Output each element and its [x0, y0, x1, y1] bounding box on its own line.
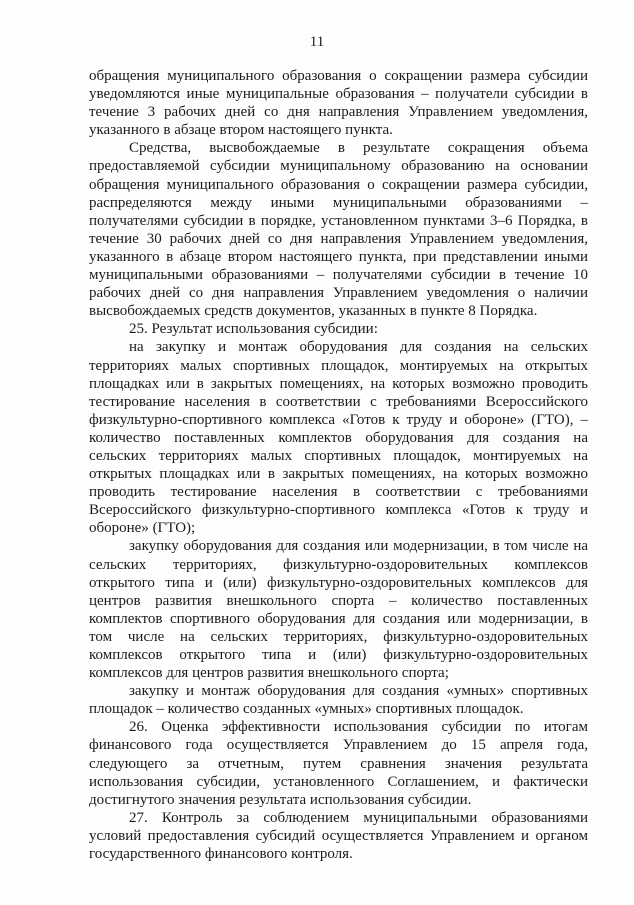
paragraph-result-small-sports-grounds: на закупку и монтаж оборудования для создания на сельских территориях малых спортивных площадок, монтируемых на открытых площадках или в закрытых помещениях, на которых возможно проводить тестирование населения в соответствии с требованиями Всероссийского физкультурно-спортивного комплекса «Готов к труду и обороне» (ГТО), – количество поставленных комплектов оборудования для создания на сельских территориях малых спортивных площадок, монтируемых на открытых площадках или в закрытых помещениях, на которых возможно проводить тестирование населения в соответствии с требованиями Всероссийского физкультурно-спортивного комплекса «Готов к труду и обороне» (ГТО); — [89, 339, 588, 537]
paragraph-item-26-evaluation: 26. Оценка эффективности использования субсидии по итогам финансового года осуществляется Управлением до 15 апреля года, следующего за отчетным, путем сравнения значения результата использования субсидии, установленного Соглашением, и фактически достигнутого значения результата использования субсидии. — [89, 719, 588, 808]
paragraph-released-funds: Средства, высвобождаемые в результате сокращения объема предоставляемой субсидии муниципальному образованию на основании обращения муниципального образования о сокращении размера субсидии, распределяются между иными муниципальными образованиями – получателями субсидии в порядке, установленном пунктами 3–6 Порядка, в течение 30 рабочих дней со дня направления Управлением уведомления, указанного в абзаце втором настоящего пункта, при представлении иными муниципальными образованиями – получателями субсидии в течение 10 рабочих дней со дня направления Управлением уведомления о наличии высвобождаемых средств документов, указанных в пункте 8 Порядка. — [89, 140, 588, 320]
paragraph-continuation: обращения муниципального образования о сокращении размера субсидии уведомляются иные муниципальные образования – получатели субсидии в течение 3 рабочих дней со дня направления Управлением уведомления, указанного в абзаце втором настоящего пункта. — [89, 68, 588, 139]
document-body — [89, 67, 588, 863]
paragraph-item-27-control: 27. Контроль за соблюдением муниципальными образованиями условий предоставления субсидий осуществляется Управлением и органом государственного финансового контроля. — [89, 809, 588, 863]
paragraph-result-smart-grounds: закупку и монтаж оборудования для создания «умных» спортивных площадок – количество созданных «умных» спортивных площадок. — [89, 683, 588, 718]
paragraph-item-25-heading: 25. Результат использования субсидии: — [129, 321, 378, 338]
paragraph-result-fitness-complexes: закупку оборудования для создания или модернизации, в том числе на сельских территориях, физкультурно-оздоровительных комплексов открытого типа и (или) физкультурно-оздоровительных комплексов для центров развития внешкольного спорта – количество поставленных комплектов спортивного оборудования для создания или модернизации, в том числе на сельских территориях, физкультурно-оздоровительных комплексов открытого типа и (или) физкультурно-оздоровительных комплексов для центров развития внешкольного спорта; — [89, 538, 588, 682]
page-number: 11 — [309, 34, 325, 50]
